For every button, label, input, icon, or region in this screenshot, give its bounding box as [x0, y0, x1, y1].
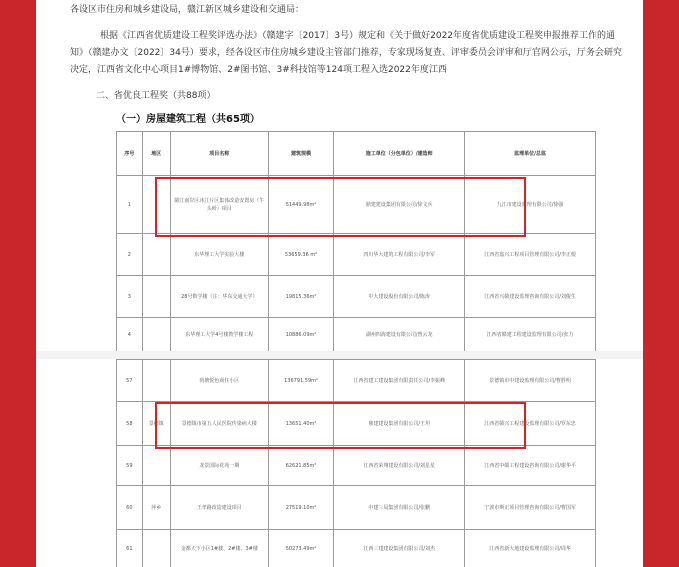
award-table-top [116, 131, 596, 351]
document-page [36, 0, 643, 567]
header-supervisor: 监理单位/总监 [465, 132, 596, 176]
table-row: 1 赣江南岸区沐江片区集体改造安置房（牛头岭）项目 51449.98m² 鼎建建设集团有限公司/徐文兵 九江市建设监理有限公司/徐强 [117, 176, 596, 234]
section-heading: 二、省优良工程奖（共88项） [96, 91, 216, 101]
table-row: 61 金都天下小区1#楼、2#楼、3#楼 50273.49m² 江西三建建设集团有限公司/刘杰 江西省新大地建设监理有限公司/周华 [117, 530, 596, 567]
subsection-heading: （一）房屋建筑工程（共65项） [116, 114, 260, 125]
left-red-border [0, 0, 36, 567]
recipients-line: 各设区市住房和城乡建设局，赣江新区城乡建设和交通局： [70, 5, 305, 15]
right-red-border [643, 0, 679, 567]
table-row: 4 东华理工大学4号楼教学楼工程 10886.09m² 湖州四海建设有限公司/曾云龙 江西省赣建工程建设监理有限公司/张力 [117, 318, 596, 352]
highlight-box-row-58 [155, 402, 526, 449]
header-region: 地区 [142, 132, 170, 176]
intro-paragraph: 根据《江西省优质建设工程奖评选办法》（赣建字〔2017〕3号）规定和《关于做好2022年度省优质建设工程奖申报推荐工作的通知》（赣建办文〔2022〕34号）要求，经各设区市住房城乡建设主管部门推荐，专家现场复查、评审委员会评审和厅官网公示，厅务会研究决定，江西省文化中心项目1#博物馆、2#图书馆、3#科技馆等124项工程入选2022年度江西 [70, 31, 622, 75]
highlight-box-row-1 [155, 177, 526, 237]
header-project: 项目名称 [170, 132, 268, 176]
table-row: 59 龙景国际花苑一期 62621.85m² 江西省荣翔建设有限公司/刘星星 江西省中赣工程建设咨询有限公司/谢华平 [117, 446, 596, 486]
page-break-gap [36, 351, 643, 359]
table-row: 57 荷塘悦色商住小区 136791.59m² 江西省建工建设集团有限责任公司/李振峰 景德镇市中建设监理有限公司/曹胜明 [117, 360, 596, 402]
header-index: 序号 [117, 132, 143, 176]
table-row: 58 景德镇 景德镇市第五人民医院传染病大楼 13651.40m² 鼎建建设集团有限公司/王坦 江西省赣兴工程建设监理有限公司/罗东忠 [117, 402, 596, 446]
table-row: 60 萍乡 王孝路改造建设项目 27519.10m² 中建三局集团有限公司/张鹏 宁波市斯正项目管理咨询有限公司/曹国军 [117, 486, 596, 530]
header-scale: 建筑规模 [268, 132, 333, 176]
award-table-bottom [116, 359, 596, 567]
table-row: 2 东华理工大学实验大楼 53659.36 m² 四川华大建筑工程有限公司/李军 江西省嘉兴工程项目管理有限公司/李正根 [117, 234, 596, 276]
table-row: 3 28号数学楼（注：华东交通大学） 19815.36m² 中大建设股份有限公司/陈涛 江西省兴赣建设监理咨询有限公司/刘俊生 [117, 276, 596, 318]
header-builder: 施工单位（分包单位）/建造师 [334, 132, 465, 176]
